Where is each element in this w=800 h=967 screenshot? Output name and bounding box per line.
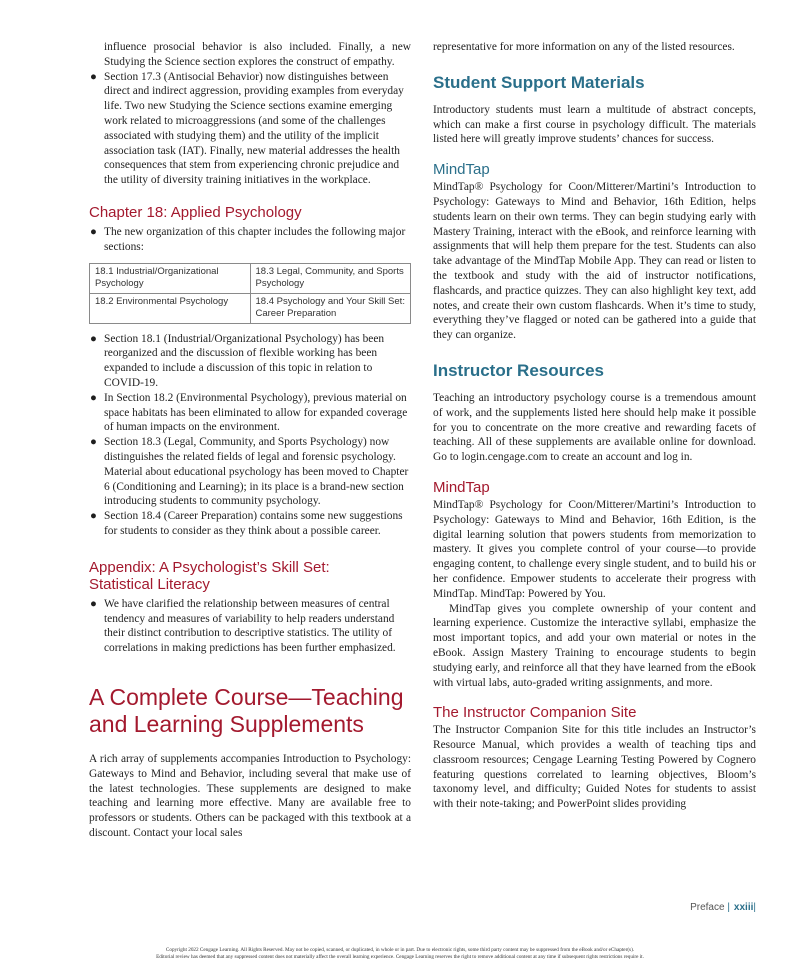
bullet-text-18-3: Section 18.3 (Legal, Community, and Sports Psychology) now distinguishes the related fields of legal and forensic psychology. Material about educational psychology has been moved to Chapter 6 (Conditioning and Learning); in its place is a brand-new section introducing students to community psychology. — [104, 436, 409, 508]
copyright-line-1: Copyright 2022 Cengage Learning. All Rights Reserved. May not be copied, scanned, or duplicated, in whole or in part. Due to electronic rights, some third party content may be suppressed from the eBook and/or eChapter(s). — [165, 947, 635, 953]
complete-course-heading-line-1: A Complete Course—Teaching — [89, 683, 404, 710]
left-column — [89, 40, 411, 841]
bullet-icon: ● — [90, 225, 97, 238]
paragraph-17-2-continued: influence prosocial behavior is also included. Finally, a new Studying the Science section explores the construct of empathy. — [104, 41, 411, 68]
chapter-18-heading: Chapter 18: Applied Psychology — [89, 203, 302, 221]
copyright-line-2: Editorial review has deemed that any suppressed content does not materially affect the overall learning experience. Cengage Learning reserves the right to remove additional content at any time if subsequent rights restrictions require it. — [156, 954, 644, 960]
bullet-text-18-1: Section 18.1 (Industrial/Organizational Psychology) has been reorganized and the discussion of flexible working has been expanded to include a discussion of this topic in relation to COVID-19. — [104, 332, 385, 389]
bullet-text-18-4: Section 18.4 (Career Preparation) contains some new suggestions for students to consider as they think about a possible career. — [104, 510, 403, 537]
bullet-list-18-org — [89, 225, 411, 255]
separator-bar: | — [727, 902, 730, 913]
bullet-icon: ● — [90, 332, 97, 345]
student-support-paragraph: Introductory students must learn a multitude of abstract concepts, which can make a first course in psychology difficult. The materials listed here will greatly improve students’ chances for success. — [433, 103, 756, 146]
table-row — [90, 293, 411, 323]
bullet-icon: ● — [90, 70, 97, 83]
right-column — [433, 40, 756, 812]
bullet-icon: ● — [90, 510, 97, 523]
bullet-icon: ● — [90, 391, 97, 404]
instructor-companion-paragraph: The Instructor Companion Site for this title includes an Instructor’s Resource Manual, which provides a wealth of teaching tips and classroom resources; Cengage Learning Testing Powered by Cognero featuring questions correlated to learning objectives, Bloom’s taxonomy level, and difficulty; Guided Notes for students to assist with their note-taking; and PowerPoint slides providing — [433, 724, 756, 811]
bullet-icon: ● — [90, 597, 97, 610]
complete-course-heading-line-2: and Learning Supplements — [89, 710, 364, 737]
page-footer — [690, 902, 756, 913]
complete-course-heading — [89, 684, 411, 738]
bullet-icon: ● — [90, 436, 97, 449]
list-item — [89, 391, 411, 435]
bullet-text-17-3: Section 17.3 (Antisocial Behavior) now distinguishes between direct and indirect aggression, providing examples from everyday life. Two new Studying the Science sections examine emerging work related to microaggressions (and some of the challenges associated with studying them) and the utility of the implicit association task (IAT). Finally, new material addresses the health consequences that stem from experiencing chronic prejudice and the utility of diversity training initiatives in the workplace. — [104, 70, 404, 187]
table-cell: 18.1 Industrial/Organizational Psychology — [90, 263, 251, 293]
paragraph-representative: representative for more information on any of the listed resources. — [433, 41, 735, 53]
list-item — [89, 332, 411, 391]
table-cell: 18.4 Psychology and Your Skill Set: Career Preparation — [250, 293, 411, 323]
mindtap-instructor-heading: MindTap — [433, 478, 490, 496]
mindtap-student-paragraph: MindTap® Psychology for Coon/Mitterer/Martini’s Introduction to Psychology: Gateways to Mind and Behavior, 16th Edition, helps students learn on their own terms. They can begin studying early with Mastery Training, interact with the eBook, and reinforce learning with assignments that will help them prepare for the test. Students can also take advantage of the MindTap Mobile App. They can read or listen to the textbook and study with the aid of instructor notifications, flashcards, and practice quizzes. They can also highlight key text, add notes, and create their own custom flashcards. When it’s time to study, everything they’ve flagged or noted can be gathered into a guide that they can organize. — [433, 181, 756, 342]
bullet-list-appendix — [89, 597, 411, 656]
supplements-paragraph: A rich array of supplements accompanies Introduction to Psychology: Gateways to Mind and Behavior, including several that make use of the latest technologies. These supplements are designed to make teaching and learning more effective. Many are available free to professors or students. Others can be packaged with this textbook at a discount. Contact your local sales — [89, 752, 411, 839]
list-item — [89, 225, 411, 255]
table-cell: 18.3 Legal, Community, and Sports Psychology — [250, 263, 411, 293]
appendix-heading — [89, 559, 411, 593]
student-support-heading: Student Support Materials — [433, 72, 645, 92]
mindtap-instructor-paragraph: MindTap® Psychology for Coon/Mitterer/Martini’s Introduction to Psychology: Gateways to Mind and Behavior, 16th Edition, is the digital learning solution that powers students from memorization to mastery. It gives you complete control of your course—to provide engaging content, to challenge every single student, and to build his or her confidence. Empower students to accelerate their progress with MindTap. MindTap: Powered by You. — [433, 498, 756, 600]
list-item — [89, 509, 411, 539]
bullet-text-appendix: We have clarified the relationship between measures of central tendency and measures of variability to help readers understand their distinct contribution to descriptive statistics. The utility of correlations in making predictions has been further emphasized. — [104, 597, 396, 655]
list-item — [89, 435, 411, 509]
bullet-text-organization: The new organization of this chapter includes the following major sections: — [104, 225, 406, 253]
list-item — [89, 70, 411, 188]
table-cell: 18.2 Environmental Psychology — [90, 293, 251, 323]
bullet-list-18-sections — [89, 332, 411, 539]
bullet-text-18-2: In Section 18.2 (Environmental Psychology), previous material on space habitats has been eliminated to allow for expanded coverage of human impacts on the environment. — [104, 391, 408, 434]
mindtap-student-heading: MindTap — [433, 161, 490, 179]
separator-bar: | — [753, 902, 756, 913]
instructor-companion-heading: The Instructor Companion Site — [433, 704, 637, 722]
list-item — [89, 597, 411, 656]
copyright-notice — [0, 947, 800, 961]
page-number: xxiii — [733, 902, 754, 913]
preface-label: Preface — [690, 902, 725, 913]
chapter-18-sections-table — [89, 263, 411, 324]
instructor-resources-heading: Instructor Resources — [433, 360, 604, 380]
table-row — [90, 263, 411, 293]
appendix-heading-line-2: Statistical Literacy — [89, 575, 210, 593]
appendix-heading-line-1: Appendix: A Psychologist’s Skill Set: — [89, 558, 330, 576]
mindtap-ownership-paragraph: MindTap gives you complete ownership of your content and learning experience. Customize the interactive syllabi, emphasize the most important topics, and add your own material or notes in the eBook. Assign Mastery Training to encourage students to begin studying early, and reinforce all that they have learned from the eBook with virtual labs, auto-graded writing assignments, and more. — [433, 602, 756, 689]
bullet-list-17 — [89, 70, 411, 188]
instructor-resources-paragraph: Teaching an introductory psychology course is a tremendous amount of work, and the supplements listed here should help make it possible for you to concentrate on the more creative and rewarding facets of teaching. All of these supplements are available online for download. Go to login.cengage.com to create an account and log in. — [433, 391, 756, 464]
